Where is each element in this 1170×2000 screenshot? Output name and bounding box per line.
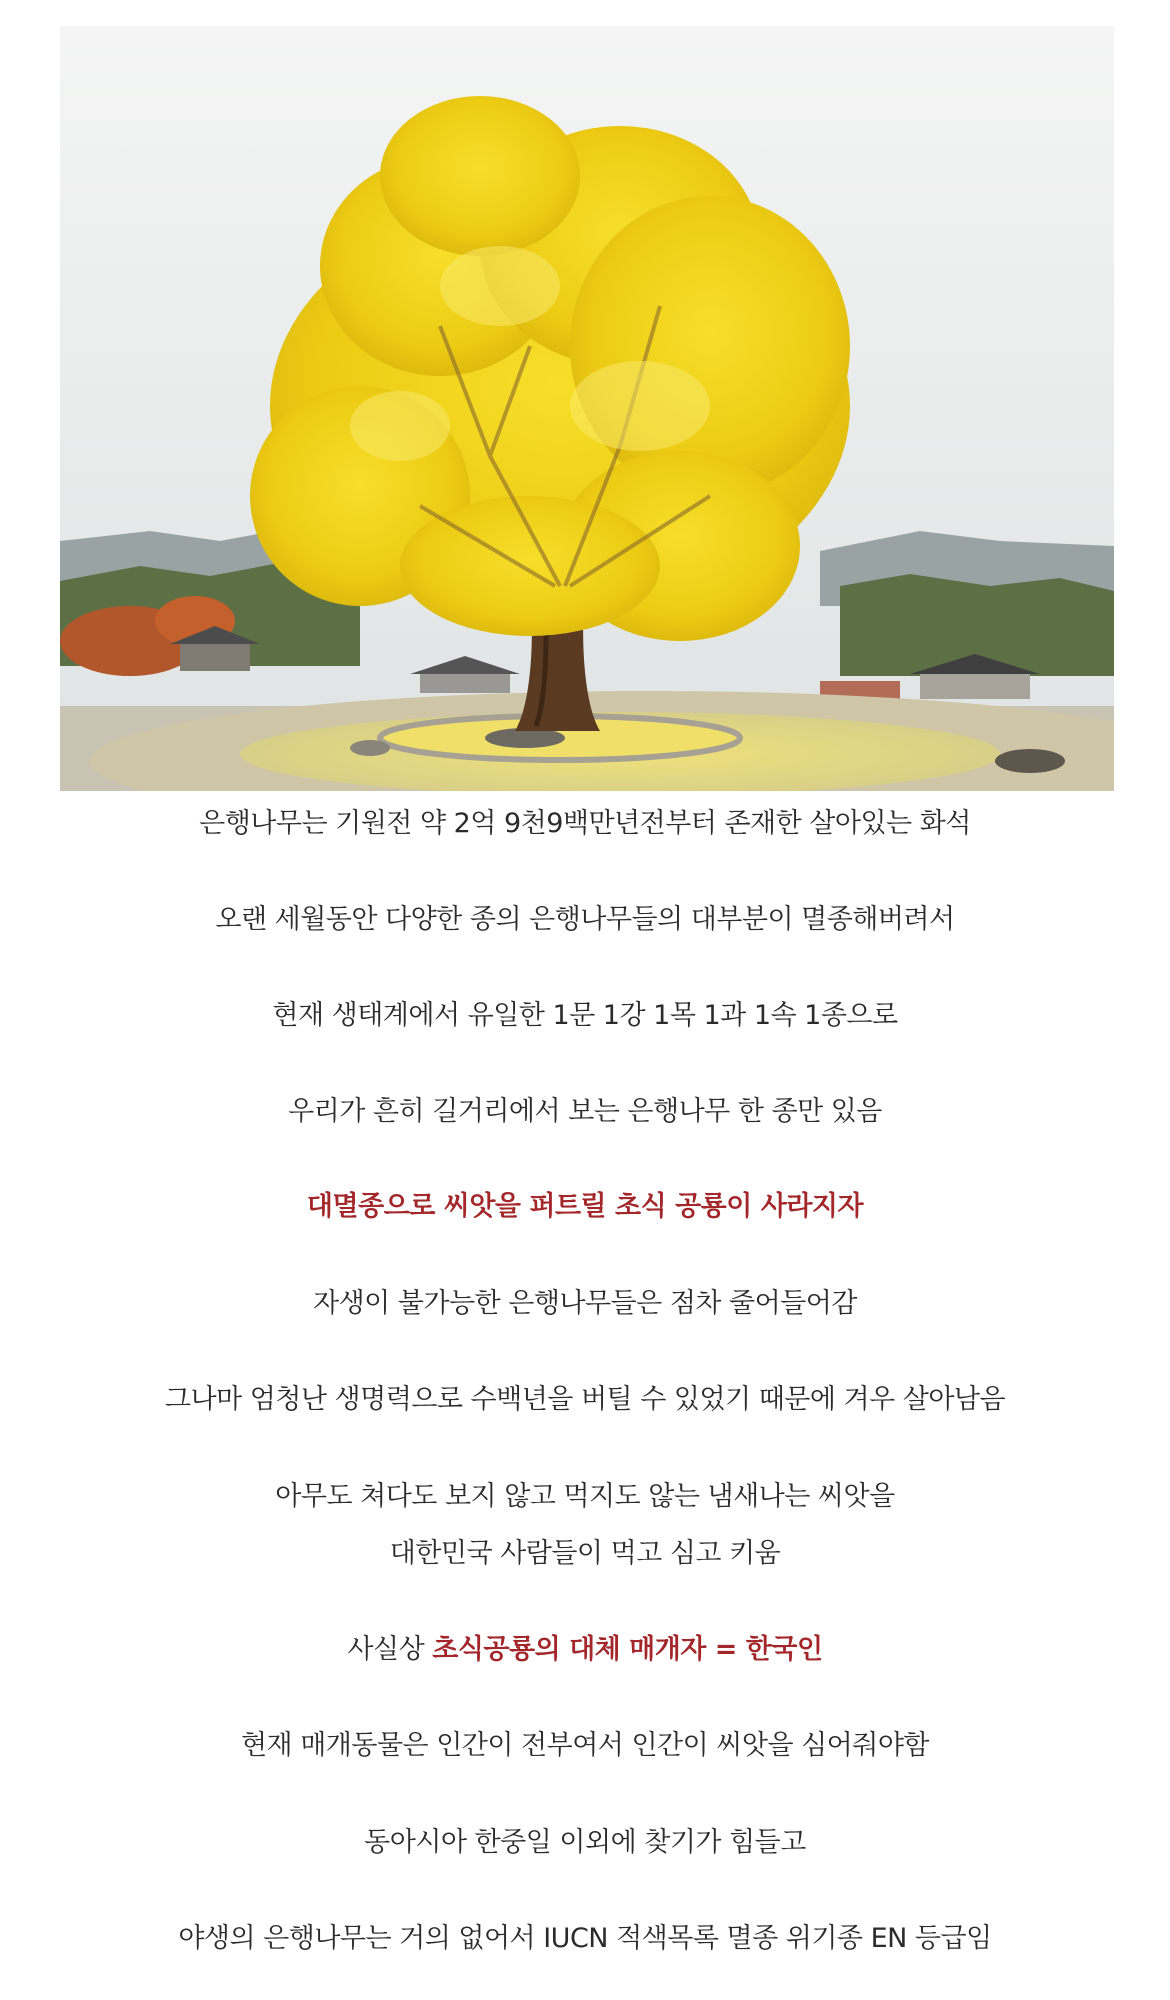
caption-line-5-highlight: 대멸종으로 씨앗을 퍼트릴 초식 공룡이 사라지자 <box>306 1191 864 1222</box>
caption-line-13: 야생의 은행나무는 거의 없어서 IUCN 적색목록 멸종 위기종 EN 등급임 <box>178 1923 992 1954</box>
caption-line-12: 동아시아 한중일 이외에 찾기가 힘들고 <box>364 1827 806 1858</box>
caption-line-7: 그나마 엄청난 생명력으로 수백년을 버틸 수 있었기 때문에 겨우 살아남음 <box>164 1384 1006 1415</box>
caption-line-8: 아무도 쳐다도 보지 않고 먹지도 않는 냄새나는 씨앗을 <box>275 1481 895 1512</box>
caption-line-9: 대한민국 사람들이 먹고 심고 키움 <box>389 1538 781 1569</box>
caption-line-6: 자생이 불가능한 은행나무들은 점차 줄어들어감 <box>313 1288 857 1319</box>
caption-line-11: 현재 매개동물은 인간이 전부여서 인간이 씨앗을 심어줘야함 <box>240 1730 930 1761</box>
ginkgo-tree-photo <box>60 26 1114 791</box>
caption-line-10-prefix: 사실상 <box>347 1634 433 1665</box>
caption-line-10 <box>0 1633 1170 1667</box>
caption-line-10-highlight: 초식공룡의 대체 매개자 = 한국인 <box>432 1634 823 1665</box>
caption-line-3: 현재 생태계에서 유일한 1문 1강 1목 1과 1속 1종으로 <box>272 1000 898 1031</box>
ginkgo-tree-illustration <box>60 26 1114 791</box>
caption-line-4: 우리가 흔히 길거리에서 보는 은행나무 한 종만 있음 <box>288 1096 882 1127</box>
caption-line-1: 은행나무는 기원전 약 2억 9천9백만년전부터 존재한 살아있는 화석 <box>199 808 971 839</box>
caption-line-2: 오랜 세월동안 다양한 종의 은행나무들의 대부분이 멸종해버려서 <box>215 904 955 935</box>
